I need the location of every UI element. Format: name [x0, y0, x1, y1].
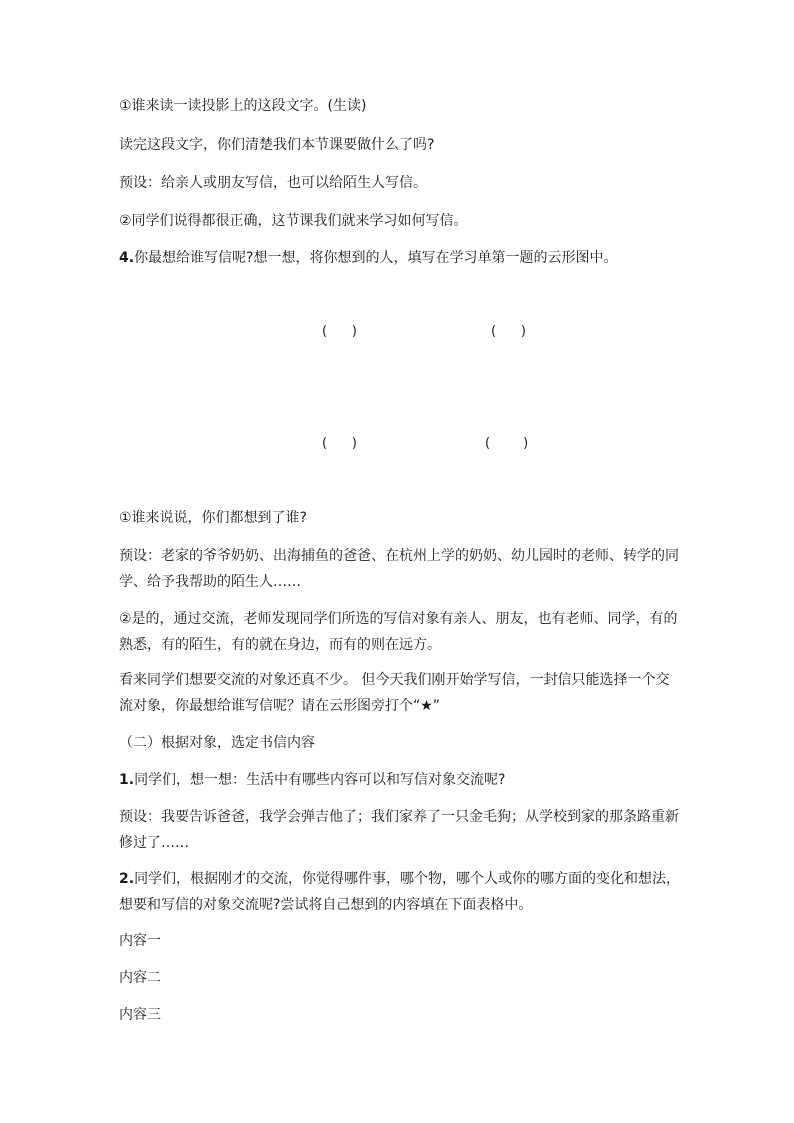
step-number: 1.: [119, 772, 135, 788]
paragraph-step-1: [119, 770, 506, 790]
paragraph-step-2-line2: 想要和写信的对象交流呢?尝试将自己想到的内容填在下面表格中。: [119, 897, 533, 913]
section-heading-two: （二）根据对象，选定书信内容: [119, 735, 315, 751]
step-text: 同学们，想一想：生活中有哪些内容可以和写信对象交流呢?: [134, 772, 506, 788]
paragraph-step-2-line1: [119, 869, 680, 889]
step-number: 2.: [119, 871, 135, 887]
paragraph-preset-content-line2: 修过了……: [119, 835, 189, 851]
paragraph-question: 读完这段文字，你们清楚我们本节课要做什么了吗?: [119, 137, 435, 153]
paragraph-teacher-affirmation: ②同学们说得都很正确，这节课我们就来学习如何写信。: [119, 213, 468, 229]
content-label-one: 内容一: [119, 933, 161, 949]
paragraph-choose-line2: 流对象，你最想给谁写信呢？请在云形图旁打个“★”: [119, 698, 441, 714]
step-number: 4.: [119, 250, 135, 266]
paragraph-summary-line2: 熟悉，有的陌生，有的就在身边，而有的则在远方。: [119, 637, 441, 653]
step-text: 你最想给谁写信呢?想一想，将你想到的人，填写在学习单第一题的云形图中。: [134, 250, 618, 266]
paragraph-preset-content-line1: 预设：我要告诉爸爸，我学会弹吉他了；我们家养了一只金毛狗；从学校到家的那条路重新: [119, 809, 679, 825]
paragraph-reading-prompt: ①谁来读一读投影上的这段文字。(生读): [119, 98, 367, 114]
cloud-blank-bottom-right[interactable]: ( ): [485, 436, 529, 451]
cloud-blank-top-left[interactable]: ( ): [322, 324, 357, 339]
content-label-two: 内容二: [119, 970, 161, 986]
paragraph-who-prompt: ①谁来说说，你们都想到了谁?: [119, 510, 307, 526]
paragraph-preset-list-line1: 预设：老家的爷爷奶奶、出海捕鱼的爸爸、在杭州上学的奶奶、幼儿园时的老师、转学的同: [119, 548, 679, 564]
paragraph-preset-answer: 预设：给亲人或朋友写信，也可以给陌生人写信。: [119, 175, 427, 191]
content-label-three: 内容三: [119, 1007, 161, 1023]
paragraph-step-4: [119, 248, 618, 268]
cloud-blank-top-right[interactable]: ( ): [491, 324, 526, 339]
paragraph-choose-line1: 看来同学们想要交流的对象还真不少。 但今天我们刚开始学写信，一封信只能选择一个交: [119, 672, 670, 688]
step-text: 同学们，根据刚才的交流，你觉得哪件事，哪个物，哪个人或你的哪方面的变化和想法，: [134, 871, 681, 887]
cloud-blank-bottom-left[interactable]: ( ): [322, 436, 357, 451]
paragraph-summary-line1: ②是的，通过交流，老师发现同学们所选的写信对象有亲人、朋友，也有老师、同学，有的: [119, 611, 678, 627]
paragraph-preset-list-line2: 学、给予我帮助的陌生人……: [119, 574, 301, 590]
